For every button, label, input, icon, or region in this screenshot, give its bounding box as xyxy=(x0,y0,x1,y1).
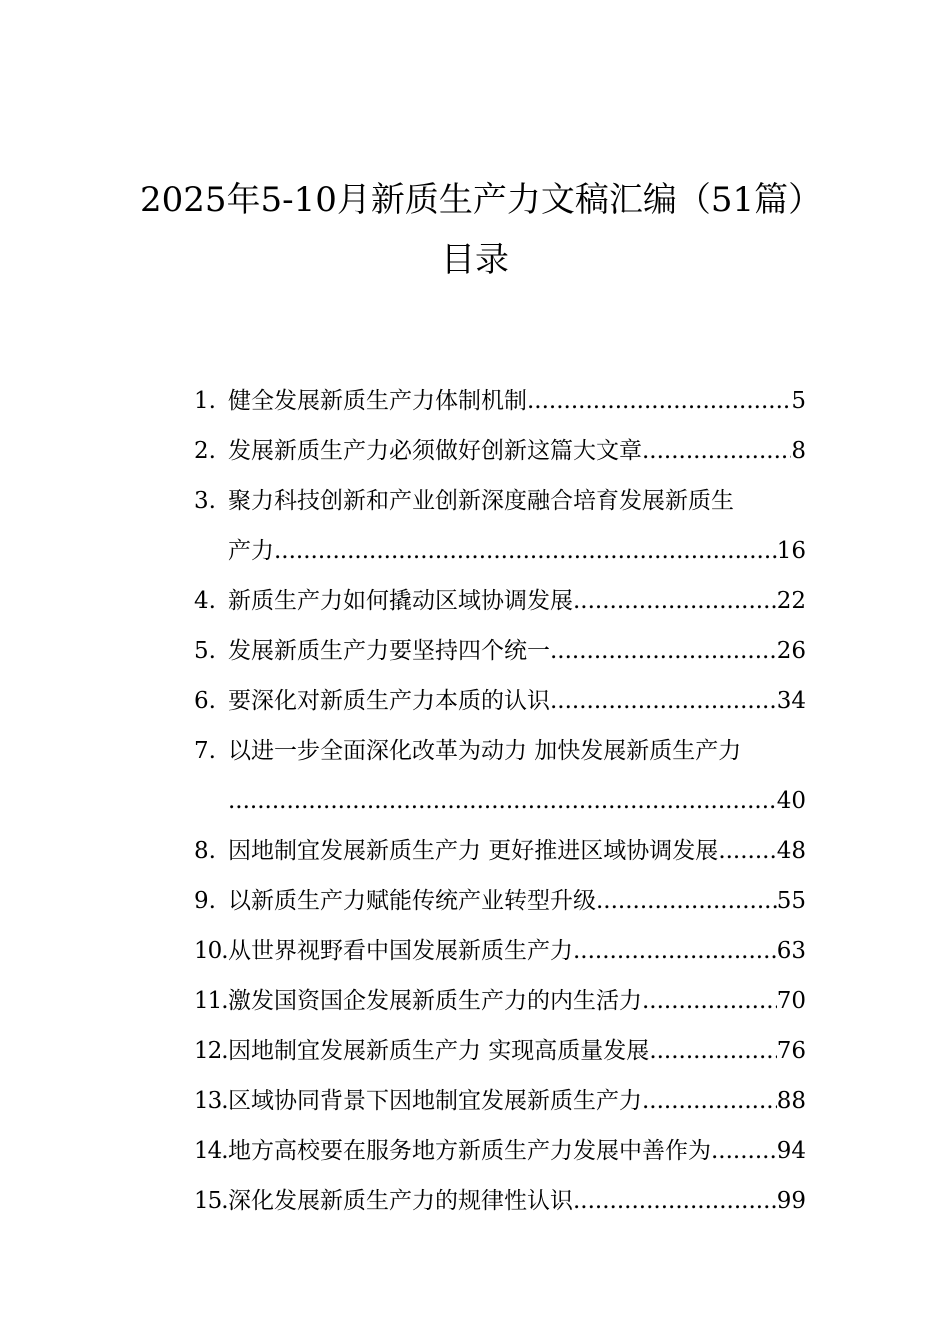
toc-item-title: 激发国资国企发展新质生产力的内生活力 xyxy=(228,988,642,1014)
toc-leader-dots xyxy=(573,926,777,976)
toc-leader-dots xyxy=(527,376,791,426)
toc-leader-dots xyxy=(596,876,777,926)
toc-leader-dots xyxy=(274,526,777,576)
toc-leader-dots xyxy=(573,576,777,626)
toc-item[interactable] xyxy=(194,626,806,676)
toc-item-page: 55 xyxy=(776,888,806,914)
toc-item-page: 94 xyxy=(776,1138,806,1164)
toc-item-title: 深化发展新质生产力的规律性认识 xyxy=(228,1188,573,1214)
toc-item-number: 12. xyxy=(194,1038,228,1064)
toc-item-page: 8 xyxy=(791,438,806,464)
toc-item-page: 5 xyxy=(791,388,806,414)
toc-leader-dots xyxy=(573,1176,777,1226)
toc-item-title-line1: 以进一步全面深化改革为动力 加快发展新质生产力 xyxy=(228,738,742,764)
toc-leader-dots xyxy=(711,1126,777,1176)
toc-item-page: 34 xyxy=(776,688,806,714)
toc-item-page: 63 xyxy=(776,938,806,964)
toc-leader-dots xyxy=(550,676,777,726)
toc-item[interactable] xyxy=(194,926,806,976)
toc-item[interactable] xyxy=(194,876,806,926)
toc-item-page: 99 xyxy=(776,1188,806,1214)
toc-item-title: 区域协同背景下因地制宜发展新质生产力 xyxy=(228,1088,642,1114)
toc-item-number: 11. xyxy=(194,988,228,1014)
toc-item-number: 8. xyxy=(194,838,216,864)
toc-leader-dots xyxy=(642,976,777,1026)
toc-item-number: 10. xyxy=(194,938,228,964)
toc-item-number: 1. xyxy=(194,388,216,414)
toc-item-title: 因地制宜发展新质生产力 更好推进区域协调发展 xyxy=(228,838,719,864)
toc-item-title: 要深化对新质生产力本质的认识 xyxy=(228,688,550,714)
toc-leader-dots xyxy=(642,1076,777,1126)
toc-item[interactable] xyxy=(194,1026,806,1076)
toc-item-number: 7. xyxy=(194,738,216,764)
toc-item[interactable] xyxy=(194,826,806,876)
toc-item-number: 6. xyxy=(194,688,216,714)
toc-item-page: 70 xyxy=(776,988,806,1014)
toc-item[interactable] xyxy=(194,976,806,1026)
toc-item-number: 13. xyxy=(194,1088,228,1114)
toc-item[interactable] xyxy=(194,726,806,826)
toc-item-page: 76 xyxy=(776,1038,806,1064)
table-of-contents xyxy=(194,376,806,1226)
toc-item-number: 14. xyxy=(194,1138,228,1164)
toc-item-title: 新质生产力如何撬动区域协调发展 xyxy=(228,588,573,614)
toc-item-number: 2. xyxy=(194,438,216,464)
toc-leader-dots xyxy=(718,826,776,876)
toc-item-page: 22 xyxy=(776,588,806,614)
toc-item[interactable] xyxy=(194,576,806,626)
title-block xyxy=(0,172,950,288)
document-title: 2025年5-10月新质生产力文稿汇编（51篇） xyxy=(140,180,823,220)
toc-item-page: 26 xyxy=(776,638,806,664)
toc-leader-dots xyxy=(649,1026,776,1076)
toc-item-title-line2: 产力 xyxy=(228,538,274,564)
toc-item-title-line1: 聚力科技创新和产业创新深度融合培育发展新质生 xyxy=(228,488,734,514)
toc-item-page: 16 xyxy=(776,538,806,564)
toc-item-number: 9. xyxy=(194,888,216,914)
toc-heading: 目录 xyxy=(441,240,509,280)
toc-leader-dots xyxy=(642,426,791,476)
toc-item[interactable] xyxy=(194,476,806,576)
toc-item-number: 3. xyxy=(194,488,216,514)
toc-item-page: 40 xyxy=(776,788,806,814)
toc-item[interactable] xyxy=(194,376,806,426)
toc-item-title: 健全发展新质生产力体制机制 xyxy=(228,388,527,414)
toc-item-number: 5. xyxy=(194,638,216,664)
toc-item[interactable] xyxy=(194,1126,806,1176)
toc-item-title: 发展新质生产力要坚持四个统一 xyxy=(228,638,550,664)
toc-item-number: 15. xyxy=(194,1188,228,1214)
toc-item-page: 48 xyxy=(776,838,806,864)
toc-leader-dots xyxy=(550,626,777,676)
toc-item-title: 地方高校要在服务地方新质生产力发展中善作为 xyxy=(228,1138,711,1164)
toc-item-page: 88 xyxy=(776,1088,806,1114)
toc-item[interactable] xyxy=(194,1176,806,1226)
toc-item-title: 发展新质生产力必须做好创新这篇大文章 xyxy=(228,438,642,464)
toc-item[interactable] xyxy=(194,676,806,726)
toc-item[interactable] xyxy=(194,1076,806,1126)
toc-leader-dots xyxy=(228,776,777,826)
toc-item[interactable] xyxy=(194,426,806,476)
toc-item-title: 因地制宜发展新质生产力 实现高质量发展 xyxy=(228,1038,650,1064)
toc-item-title: 从世界视野看中国发展新质生产力 xyxy=(228,938,573,964)
toc-item-number: 4. xyxy=(194,588,216,614)
toc-item-title: 以新质生产力赋能传统产业转型升级 xyxy=(228,888,596,914)
